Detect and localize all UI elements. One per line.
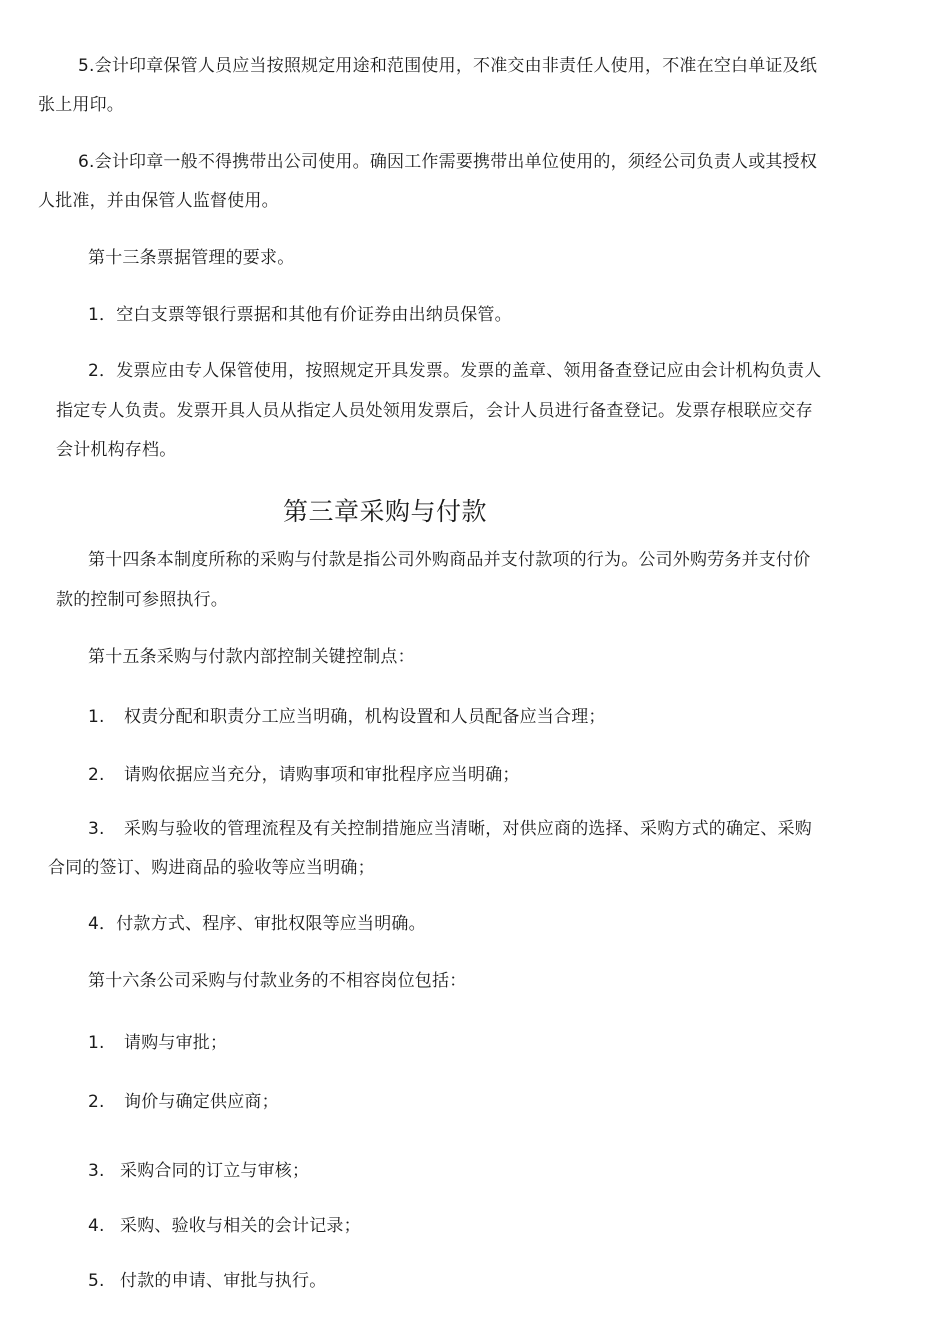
article-15-item-4: 4．付款方式、程序、审批权限等应当明确。: [88, 914, 426, 934]
article-15-item-2: [88, 763, 520, 787]
article-16-item-4: [88, 1214, 361, 1238]
list-item-text: 采购合同的订立与审核；: [120, 1161, 310, 1181]
article-14-line2: 款的控制可参照执行。: [56, 590, 228, 610]
article-13-item-2-line2: 指定专人负责。发票开具人员从指定人员处领用发票后，会计人员进行备查登记。发票存根联应交存: [56, 401, 813, 421]
article-15-heading: 第十五条采购与付款内部控制关键控制点：: [88, 647, 415, 667]
list-number: 5.: [88, 1271, 105, 1291]
list-item-text: 采购与验收的管理流程及有关控制措施应当清晰，对供应商的选择、采购方式的确定、采购: [124, 819, 812, 839]
article-15-item-3-line2: 合同的签订、购进商品的验收等应当明确；: [48, 858, 375, 878]
article-13-item-1: 1．空白支票等银行票据和其他有价证券由出纳员保管。: [88, 305, 512, 325]
list-item-text: 请购与审批；: [124, 1033, 228, 1053]
article-16-item-2: [88, 1090, 279, 1114]
p2-line2: 人批准，并由保管人监督使用。: [38, 191, 279, 211]
chapter-3-title: 第三章采购与付款: [283, 497, 488, 526]
article-13-item-2-line1: 2．发票应由专人保管使用，按照规定开具发票。发票的盖章、领用备查登记应由会计机构负责人: [88, 361, 822, 381]
list-number: 3.: [88, 819, 105, 839]
p1-line2: 张上用印。: [38, 95, 124, 115]
list-number: 3.: [88, 1161, 105, 1181]
list-item-text: 询价与确定供应商；: [124, 1092, 279, 1112]
list-item-text: 采购、验收与相关的会计记录；: [120, 1216, 361, 1236]
article-16-item-3: [88, 1159, 309, 1183]
list-number: 1.: [88, 1033, 105, 1053]
article-15-item-3-line1: [88, 817, 812, 841]
list-number: 4.: [88, 1216, 105, 1236]
list-item-text: 权责分配和职责分工应当明确，机构设置和人员配备应当合理；: [124, 707, 606, 727]
article-16-heading: 第十六条公司采购与付款业务的不相容岗位包括：: [88, 971, 467, 991]
article-13-heading: 第十三条票据管理的要求。: [88, 248, 295, 268]
p1-line1: 5.会计印章保管人员应当按照规定用途和范围使用，不准交由非责任人使用，不准在空白单证及纸: [78, 56, 818, 76]
article-16-item-1: [88, 1031, 227, 1055]
list-number: 2.: [88, 1092, 105, 1112]
p2-line1: 6.会计印章一般不得携带出公司使用。确因工作需要携带出单位使用的，须经公司负责人或其授权: [78, 152, 818, 172]
list-number: 2.: [88, 765, 105, 785]
list-number: 1.: [88, 707, 105, 727]
article-15-item-1: [88, 705, 606, 729]
article-13-item-2-line3: 会计机构存档。: [56, 440, 177, 460]
article-14-line1: 第十四条本制度所称的采购与付款是指公司外购商品并支付款项的行为。公司外购劳务并支付价: [88, 550, 811, 570]
list-item-text: 付款的申请、审批与执行。: [120, 1271, 327, 1291]
list-item-text: 请购依据应当充分，请购事项和审批程序应当明确；: [124, 765, 520, 785]
article-16-item-5: [88, 1269, 326, 1293]
